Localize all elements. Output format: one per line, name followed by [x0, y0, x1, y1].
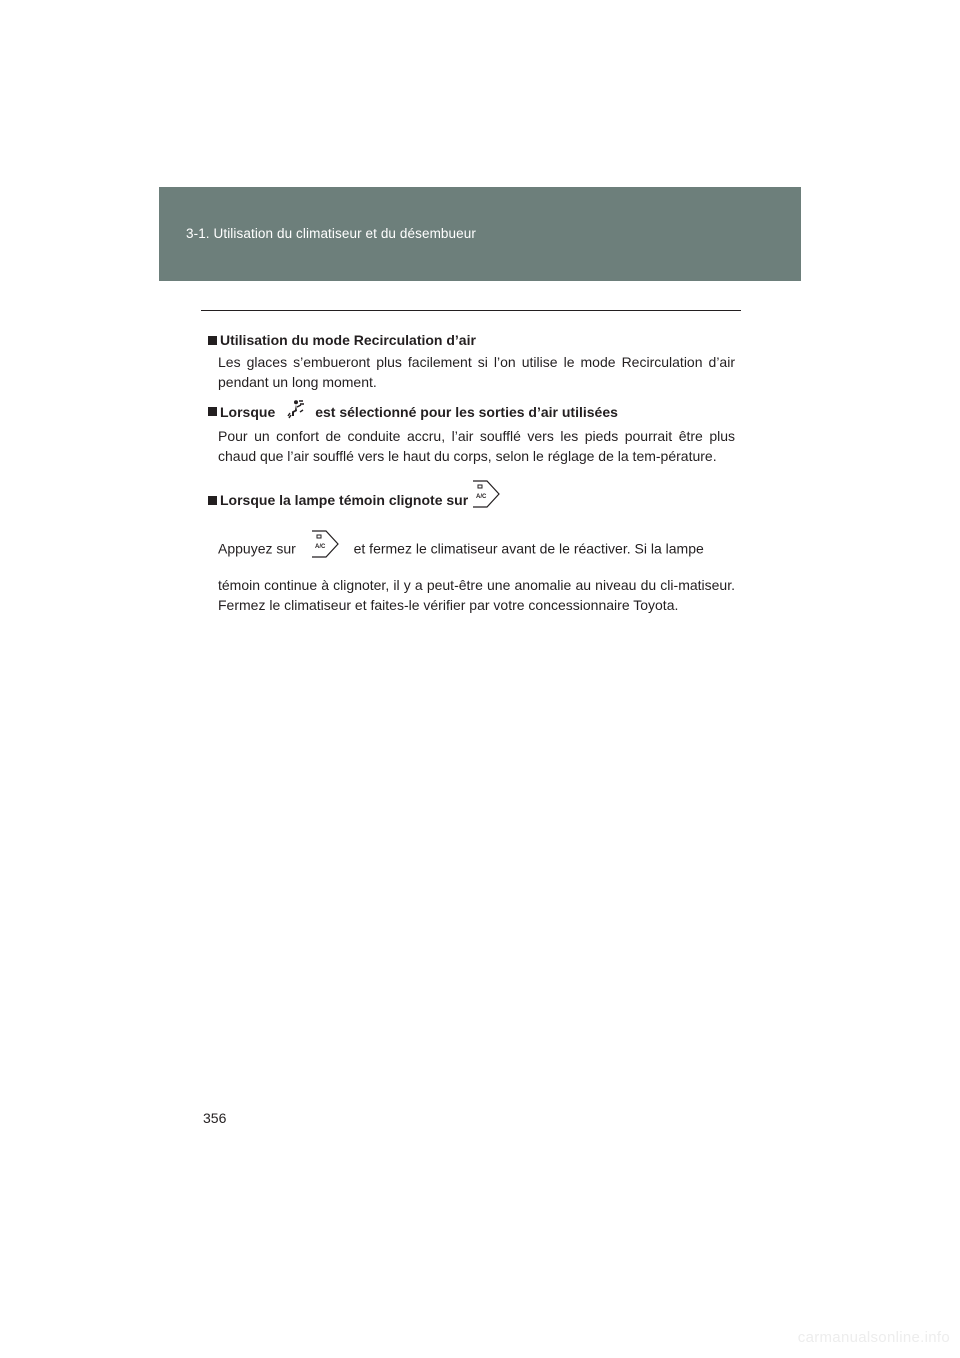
paragraph-ac-lamp-first-line: Appuyez sur A/C et fermez le climatiseur avant de le réactiver. Si la lampe [218, 529, 735, 571]
header-band [159, 187, 801, 281]
bullet-square-icon [208, 336, 217, 345]
ac-button-icon [471, 479, 501, 521]
foot-defog-mode-icon [287, 399, 307, 424]
heading-ac-lamp: Lorsque la lampe témoin clignote sur A/C [208, 479, 735, 521]
ac-button-icon [310, 529, 340, 571]
heading-foot-mode: Lorsque est sélectionné pour les sorties d’air utilisées [208, 399, 735, 424]
paragraph-foot-mode: Pour un confort de conduite accru, l’air soufflé vers les pieds pourrait être plus chaud que l’air soufflé vers le haut du corps, selon le réglage de la tem-pérature. [218, 428, 735, 464]
bullet-square-icon [208, 407, 217, 416]
paragraph-recirculation: Les glaces s’embueront plus facilement si l’on utilise le mode Recirculation d’air pendant un long moment. [218, 354, 735, 390]
watermark: carmanualsonline.info [797, 1329, 950, 1346]
paragraph-ac-lamp: témoin continue à clignoter, il y a peut-être une anomalie au niveau du cli-matiseur. Fermez le climatiseur et faites-le vérifier par votre concessionnaire Toyota. [218, 577, 735, 613]
svg-text:A/C: A/C [314, 544, 326, 550]
divider-rule [201, 310, 741, 311]
svg-text:A/C: A/C [476, 494, 487, 500]
heading-recirculation: Utilisation du mode Recirculation d’air [208, 330, 735, 350]
section-title: 3-1. Utilisation du climatiseur et du désembueur [186, 226, 476, 241]
content [208, 330, 735, 615]
bullet-square-icon [208, 496, 217, 505]
page-number: 356 [203, 1110, 227, 1126]
